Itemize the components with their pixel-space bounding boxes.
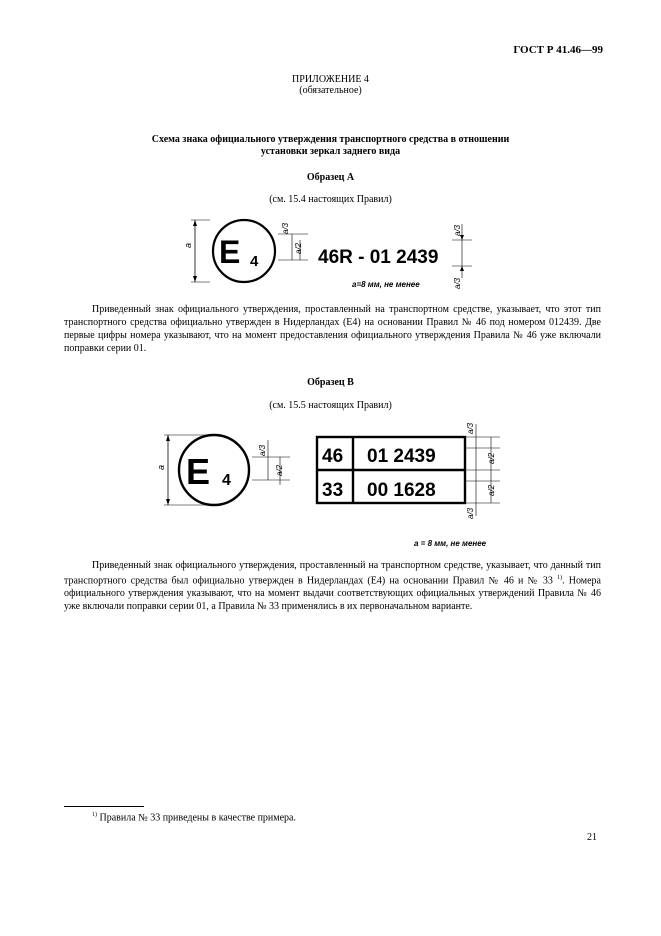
sample-a-title: Образец А — [306, 172, 355, 183]
footnote-divider — [64, 806, 144, 807]
section-title-line1: Схема знака официального утверждения транспортного средства в отношении — [151, 134, 510, 145]
sample-b-paragraph-part1: Приведенный знак официального утверждения, проставленный на транспортном средстве, указывает, что данный тип транспортного средства был официально утвержден в Нидерландах (E4) на основании Правил № 46 и № 33 — [64, 560, 601, 587]
sample-b-dim-a3-left: a/3 — [258, 444, 267, 456]
appendix-title: ПРИЛОЖЕНИЕ 4 — [292, 74, 369, 85]
document-code: ГОСТ Р 41.46—99 — [513, 44, 603, 56]
sample-b-mark-country: 4 — [222, 472, 231, 489]
sample-b-note: a = 8 мм, не менее — [414, 539, 487, 548]
sample-b-row1-reg: 46 — [322, 446, 344, 467]
sample-b-approval-mark — [150, 420, 510, 520]
sample-a-dim-a2-left: a/2 — [294, 242, 303, 254]
sample-a-dim-a3-right-top: a/3 — [453, 224, 462, 236]
sample-b-dim-a: a — [156, 464, 166, 470]
footnote-reference: 1) — [557, 575, 563, 581]
sample-b-dim-a3-right-bottom: a/3 — [466, 507, 475, 519]
section-title-line2: установки зеркал заднего вида — [260, 146, 401, 157]
sample-a-note: a=8 мм, не менее — [352, 280, 420, 289]
sample-b-dim-a3-right-top: a/3 — [466, 422, 475, 434]
sample-b-paragraph — [64, 559, 601, 613]
sample-a-dim-a3-right-bottom: a/3 — [453, 277, 462, 289]
footnote-text: Правила № 33 приведены в качестве примера. — [99, 812, 296, 824]
footnote-marker: 1) — [92, 812, 97, 818]
sample-b-paragraph-part2: . Номера официального утверждения указывают, что на момент выдачи соответствующих официальных утверждений Правила № 46 уже включали поправки серии 01, а Правила № 33 применялись в их первоначальном варианте. — [64, 575, 601, 613]
sample-a-paragraph: Приведенный знак официального утверждения, проставленный на транспортном средстве, указывает, что этот тип транспортного средства официально утвержден в Нидерландах (E4) на основании Правил № 46 под номером 012439. Две первые цифры номера указывают, что на момент предоставления официального утверждения Правила № 46 уже включали поправки серии 01. — [64, 304, 601, 354]
sample-b-reference: (см. 15.5 настоящих Правил) — [269, 400, 392, 411]
footnote — [92, 812, 296, 823]
sample-b-mark-e: E — [186, 451, 211, 492]
sample-a-approval-mark — [180, 210, 480, 300]
sample-b-row2-number: 00 1628 — [367, 480, 436, 501]
sample-b-dim-a2-left: a/2 — [275, 464, 284, 476]
appendix-subtitle: (обязательное) — [299, 85, 362, 96]
sample-a-reference: (см. 15.4 настоящих Правил) — [269, 194, 392, 205]
sample-a-mark-country: 4 — [250, 253, 259, 270]
sample-b-dim-a2-right-bottom: a/2 — [487, 484, 496, 496]
page-number: 21 — [587, 832, 597, 843]
sample-b-row1-number: 01 2439 — [367, 446, 436, 467]
sample-b-dim-a2-right-top: a/2 — [487, 452, 496, 464]
sample-a-dim-a: a — [183, 242, 193, 248]
sample-a-approval-number: 46R - 01 2439 — [318, 247, 439, 268]
sample-b-row2-reg: 33 — [322, 480, 344, 501]
sample-b-title: Образец В — [307, 377, 354, 388]
sample-a-dim-a3-left: a/3 — [281, 222, 290, 234]
sample-a-mark-e: E — [219, 234, 241, 270]
